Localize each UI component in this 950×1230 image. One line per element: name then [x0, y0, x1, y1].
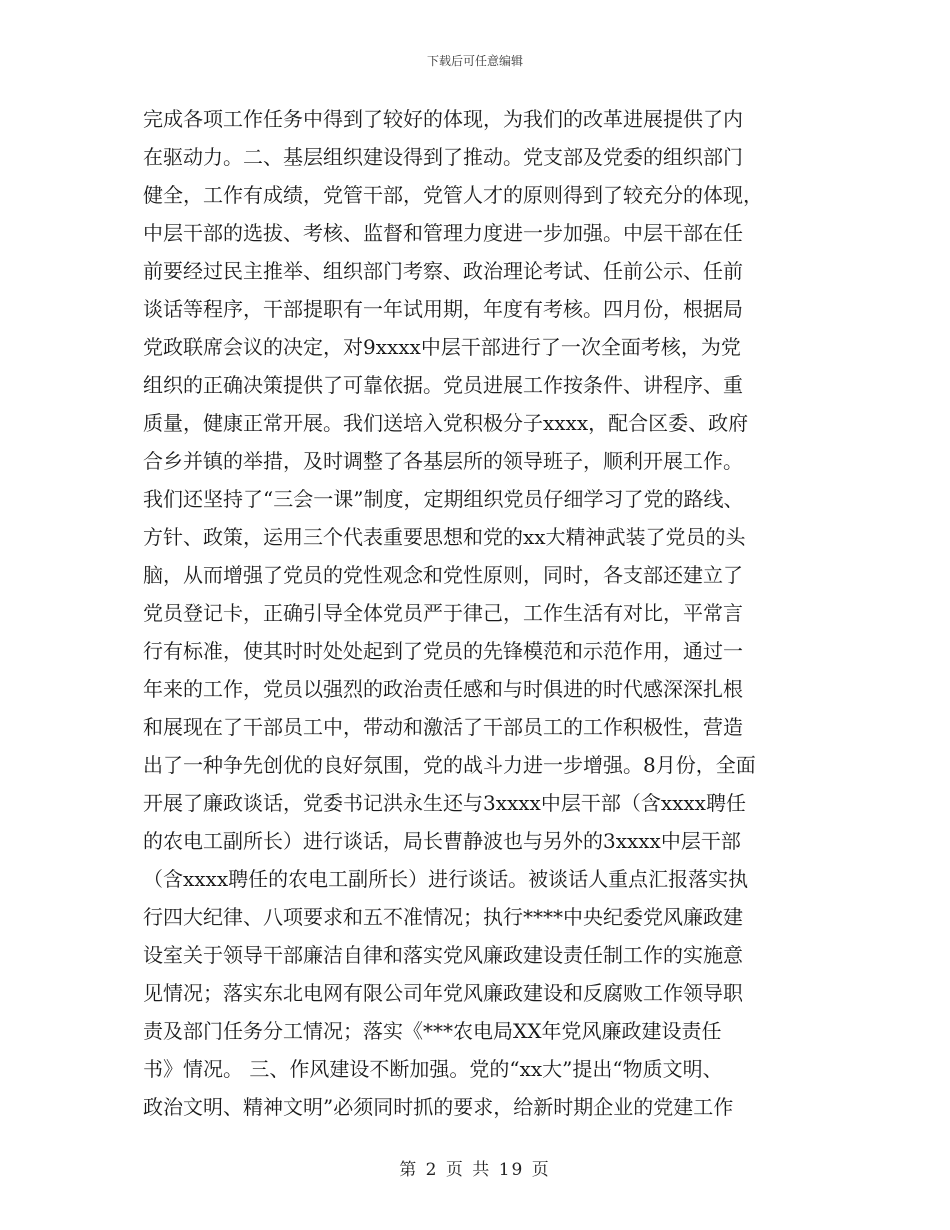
body-line: 书》情况。 三、作风建设不断加强。党的“xx大”提出“物质文明、: [143, 1057, 723, 1081]
body-line: 政治文明、精神文明”必须同时抓的要求，给新时期企业的党建工作: [143, 1095, 734, 1119]
body-line: 脑，从而增强了党员的党性观念和党性原则，同时，各支部还建立了: [143, 563, 743, 587]
body-line: 见情况；落实东北电网有限公司年党风廉政建设和反腐败工作领导职: [143, 981, 743, 1005]
body-line: （含xxxx聘任的农电工副所长）进行谈话。被谈话人重点汇报落实执: [143, 867, 749, 891]
body-line: 前要经过民主推举、组织部门考察、政治理论考试、任前公示、任前: [143, 259, 743, 283]
body-line: 质量，健康正常开展。我们送培入党积极分子xxxx，配合区委、政府: [143, 411, 749, 435]
body-line: 党员登记卡，正确引导全体党员严于律己，工作生活有对比，平常言: [143, 601, 743, 625]
body-line: 和展现在了干部员工中，带动和激活了干部员工的工作积极性，营造: [143, 715, 743, 739]
body-line: 的农电工副所长）进行谈话，局长曹静波也与另外的3xxxx中层干部: [143, 829, 741, 853]
body-line: 谈话等程序，干部提职有一年试用期，年度有考核。四月份，根据局: [143, 297, 743, 321]
page-number: 第 2 页 共 19 页: [399, 1160, 551, 1180]
body-line: 合乡并镇的举措，及时调整了各基层所的领导班子，顺利开展工作。: [143, 449, 743, 473]
body-line: 中层干部的选拔、考核、监督和管理力度进一步加强。中层干部在任: [143, 221, 743, 245]
body-line: 开展了廉政谈话，党委书记洪永生还与3xxxx中层干部（含xxxx聘任: [143, 791, 746, 815]
body-line: 组织的正确决策提供了可靠依据。党员进展工作按条件、讲程序、重: [143, 373, 743, 397]
body-line: 出了一种争先创优的良好氛围，党的战斗力进一步增强。8月份，全面: [143, 753, 756, 777]
body-line: 党政联席会议的决定，对9xxxx中层干部进行了一次全面考核，为党: [143, 335, 741, 359]
body-line: 责及部门任务分工情况；落实《***农电局XX年党风廉政建设责任: [143, 1019, 722, 1043]
body-line: 设室关于领导干部廉洁自律和落实党风廉政建设责任制工作的实施意: [143, 943, 743, 967]
body-line: 我们还坚持了“三会一课”制度，定期组织党员仔细学习了党的路线、: [143, 487, 744, 511]
body-line: 在驱动力。二、基层组织建设得到了推动。党支部及党委的组织部门: [143, 145, 743, 169]
body-line: 行四大纪律、八项要求和五不准情况；执行****中央纪委党风廉政建: [143, 905, 743, 929]
body-line: 完成各项工作任务中得到了较好的体现，为我们的改革进展提供了内: [143, 107, 743, 131]
body-line: 健全，工作有成绩，党管干部，党管人才的原则得到了较充分的体现，: [143, 183, 763, 207]
document-body: [143, 100, 813, 1126]
body-line: 方针、政策，运用三个代表重要思想和党的xx大精神武装了党员的头: [143, 525, 746, 549]
page-header-note: 下载后可任意编辑: [426, 54, 523, 68]
body-line: 年来的工作，党员以强烈的政治责任感和与时俱进的时代感深深扎根: [143, 677, 743, 701]
body-line: 行有标准，使其时时处处起到了党员的先锋模范和示范作用，通过一: [143, 639, 743, 663]
